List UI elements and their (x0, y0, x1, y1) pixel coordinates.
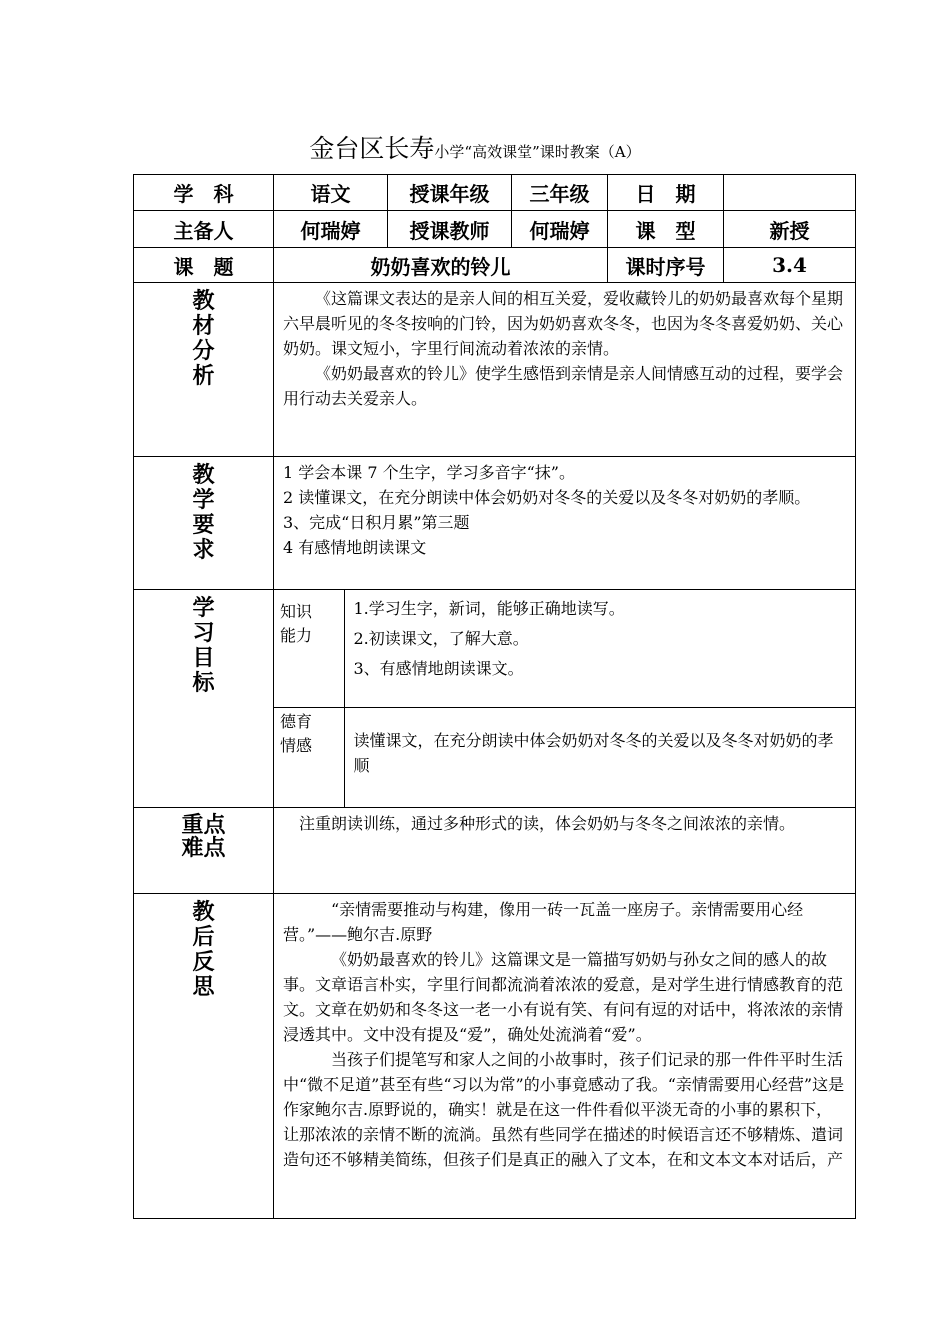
requirements-content (274, 457, 856, 590)
reflection-label: 教 后 反 思 (134, 894, 274, 1219)
reflection-paragraph-1: “亲情需要推动与构建，像用一砖一瓦盖一座房子。亲情需要用心经营。”——鲍尔吉.原野 (283, 900, 804, 944)
row-requirements (134, 457, 856, 590)
knowledge-item: 3、有感情地朗读课文。 (353, 659, 524, 678)
subject-label: 学 科 (134, 175, 274, 211)
teacher-value: 何瑞婷 (512, 211, 608, 248)
lesson-plan-table (133, 174, 856, 1219)
requirements-label: 教 学 要 求 (134, 457, 274, 590)
page-title (0, 133, 950, 168)
reflection-paragraph-3: 当孩子们提笔写和家人之间的小故事时，孩子们记录的那一件件平时生活中“微不足道”甚至有些“习以为常”的小事竟感动了我。“亲情需要用心经营”这是作家鲍尔吉.原野说的，确实！就是在这一件件看似平淡无奇的小事的累积下，让那浓浓的亲情不断的流淌。虽然有些同学在描述的时候语言还不够精炼、遣词造句还不够精美简练，但孩子们是真正的融入了文本，在和文本文本对话后，产 (283, 1050, 845, 1169)
requirement-item: 2 读懂课文，在充分朗读中体会奶奶对冬冬的关爱以及冬冬对奶奶的孝顺。 (283, 488, 811, 507)
goals-inner-table (274, 590, 855, 807)
row-topic (134, 248, 856, 283)
row-subject (134, 175, 856, 211)
knowledge-item: 2.初读课文，了解大意。 (353, 629, 529, 648)
reflection-content (274, 894, 856, 1219)
moral-label: 德育 情感 (274, 707, 344, 807)
knowledge-label: 知识 能力 (274, 590, 344, 707)
requirement-item: 3、完成“日积月累”第三题 (283, 513, 470, 532)
seq-label: 课时序号 (608, 248, 724, 283)
analysis-paragraph-1: 《这篇课文表达的是亲人间的相互关爱，爱收藏铃儿的奶奶最喜欢每个星期六早晨听见的冬冬按响的门铃，因为奶奶喜欢冬冬，也因为冬冬喜爱奶奶、关心奶奶。课文短小，字里行间流动着浓浓的亲情。 (283, 289, 844, 358)
title-school: 金台区长寿 (309, 134, 435, 163)
topic-label: 课 题 (134, 248, 274, 283)
grade-value: 三年级 (512, 175, 608, 211)
requirement-item: 1 学会本课 7 个生字，学习多音字“抹”。 (283, 463, 575, 482)
analysis-content (274, 283, 856, 457)
analysis-label: 教 材 分 析 (134, 283, 274, 457)
teacher-label: 授课教师 (388, 211, 512, 248)
preparer-label: 主备人 (134, 211, 274, 248)
reflection-paragraph-2: 《奶奶最喜欢的铃儿》这篇课文是一篇描写奶奶与孙女之间的感人的故事。文章语言朴实，字里行间都流淌着浓浓的爱意，是对学生进行情感教育的范文。文章在奶奶和冬冬这一老一小有说有笑、有问有逗的对话中，将浓浓的亲情浸透其中。文中没有提及“爱”，确处处流淌着“爱”。 (283, 950, 844, 1044)
date-value (724, 175, 856, 211)
keypoints-content: 注重朗读训练，通过多种形式的读，体会奶奶与冬冬之间浓浓的亲情。 (274, 808, 856, 894)
seq-value: 3.4 (724, 248, 856, 283)
goals-label: 学 习 目 标 (134, 590, 274, 808)
row-preparer (134, 211, 856, 248)
type-label: 课 型 (608, 211, 724, 248)
row-goals (134, 590, 856, 808)
type-value: 新授 (724, 211, 856, 248)
knowledge-item: 1.学习生字，新词，能够正确地读写。 (353, 599, 625, 618)
row-keypoints (134, 808, 856, 894)
subject-value: 语文 (274, 175, 388, 211)
keypoints-label: 重点 难点 (134, 808, 274, 894)
knowledge-content (344, 590, 855, 707)
grade-label: 授课年级 (388, 175, 512, 211)
analysis-paragraph-2: 《奶奶最喜欢的铃儿》使学生感悟到亲情是亲人间情感互动的过程，要学会用行动去关爱亲人。 (283, 364, 844, 408)
preparer-value: 何瑞婷 (274, 211, 388, 248)
goals-content (274, 590, 856, 808)
row-analysis (134, 283, 856, 457)
row-reflection (134, 894, 856, 1219)
requirement-item: 4 有感情地朗读课文 (283, 538, 427, 557)
date-label: 日 期 (608, 175, 724, 211)
topic-value: 奶奶喜欢的铃儿 (274, 248, 608, 283)
moral-content: 读懂课文，在充分朗读中体会奶奶对冬冬的关爱以及冬冬对奶奶的孝顺 (344, 707, 855, 807)
title-subtitle: 小学“高效课堂”课时教案（A） (434, 143, 641, 161)
